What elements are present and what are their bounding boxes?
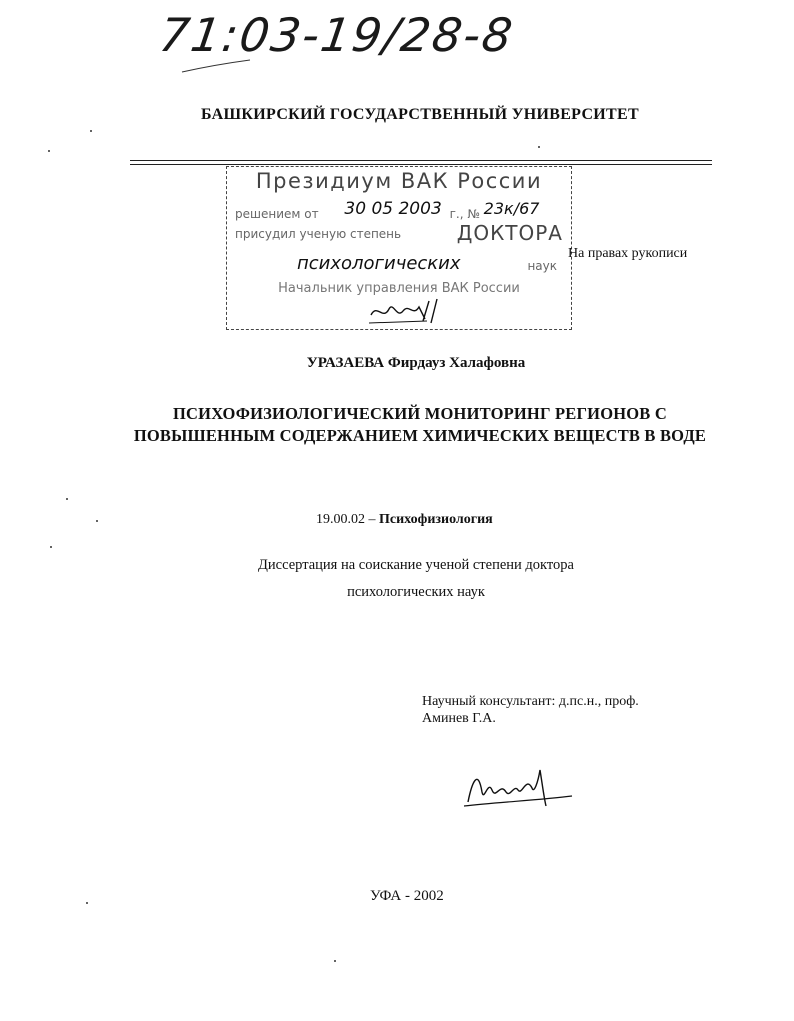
archive-underline-mark (180, 56, 260, 76)
scan-speck (538, 146, 540, 148)
university-name: БАШКИРСКИЙ ГОСУДАРСТВЕННЫЙ УНИВЕРСИТЕТ (201, 106, 639, 123)
stamp-signature (367, 297, 447, 327)
specialty (316, 512, 493, 528)
specialty-code: 19.00.02 – (316, 512, 376, 527)
stamp-decision-line (235, 199, 563, 223)
scan-speck (96, 520, 98, 522)
dissertation-statement-line-1: Диссертация на соискание ученой степени доктора (258, 557, 574, 573)
stamp-science-suffix: наук (527, 259, 557, 273)
stamp-science-field: психологических (297, 253, 461, 274)
consultant-name: Аминев Г.А. (422, 711, 496, 726)
thesis-title-line-1: ПСИХОФИЗИОЛОГИЧЕСКИЙ МОНИТОРИНГ РЕГИОНОВ С (173, 404, 667, 423)
scan-speck (90, 130, 92, 132)
stamp-award-line (235, 221, 563, 245)
thesis-title-line-2: ПОВЫШЕННЫМ СОДЕРЖАНИЕМ ХИМИЧЕСКИХ ВЕЩЕСТВ В ВОДЕ (133, 426, 707, 445)
specialty-name: Психофизиология (379, 512, 493, 527)
city-and-year: УФА - 2002 (370, 888, 444, 904)
scan-speck (86, 902, 88, 904)
manuscript-rights-note: На правах рукописи (568, 246, 688, 261)
scan-speck (48, 150, 50, 152)
header-rule-top (130, 160, 712, 161)
author-signature (460, 762, 580, 814)
scan-speck (66, 498, 68, 500)
stamp-head-line: Начальник управления ВАК России (278, 281, 520, 296)
stamp-decision-prefix: решением от (235, 207, 319, 221)
scan-speck (50, 546, 52, 548)
stamp-number-prefix: г., № (449, 207, 480, 221)
header-rule-bottom (130, 164, 712, 165)
archive-number-handwritten: 71:03-19/28-8 (156, 8, 518, 62)
vak-stamp (226, 166, 572, 330)
stamp-award-text: присудил ученую степень (235, 227, 402, 241)
scan-speck (334, 960, 336, 962)
stamp-science-line (235, 253, 563, 280)
stamp-degree: ДОКТОРА (456, 221, 563, 245)
stamp-decision-date: 30 05 2003 (344, 199, 442, 219)
dissertation-statement-line-2: психологических наук (347, 584, 485, 600)
stamp-decision-number: 23к/67 (483, 199, 540, 218)
scientific-consultant: Научный консультант: д.пс.н., проф. (422, 694, 639, 709)
stamp-title: Президиум ВАК России (255, 169, 543, 193)
author-name: УРАЗАЕВА Фирдауз Халафовна (306, 355, 526, 371)
